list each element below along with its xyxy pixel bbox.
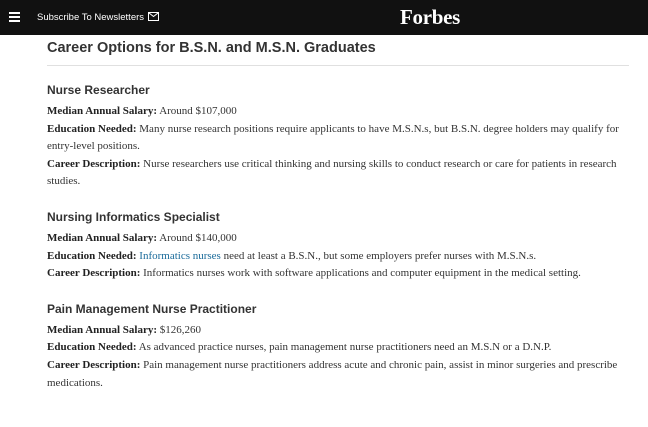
salary-line [47, 322, 629, 340]
job-title: Pain Management Nurse Practitioner [47, 301, 257, 316]
section-title: Career Options for B.S.N. and M.S.N. Graduates [47, 40, 376, 56]
description-line [47, 265, 629, 283]
education-label: Education Needed: [47, 122, 137, 135]
forbes-logo[interactable]: Forbes [400, 5, 461, 29]
top-navigation-bar [0, 0, 648, 35]
description-line [47, 156, 629, 191]
job-nurse-researcher [47, 82, 629, 191]
description-text: Pain management nurse practitioners address acute and chronic pain, assist in minor surgeries and prescribe medications. [47, 358, 618, 389]
salary-value: Around $140,000 [159, 231, 237, 244]
education-label: Education Needed: [47, 341, 137, 354]
job-title: Nurse Researcher [47, 83, 150, 97]
education-line [47, 339, 629, 357]
salary-line [47, 230, 629, 248]
education-text: need at least a B.S.N., but some employers prefer nurses with M.S.N.s. [223, 249, 537, 262]
salary-value: $126,260 [159, 323, 202, 336]
subscribe-newsletters-link[interactable] [37, 11, 159, 25]
salary-value: Around $107,000 [159, 105, 237, 117]
article-body [47, 36, 629, 392]
salary-line [47, 103, 629, 121]
description-label: Career Description: [47, 358, 141, 371]
description-line [47, 357, 629, 392]
job-nursing-informatics-specialist [47, 209, 629, 283]
description-label: Career Description: [47, 157, 141, 170]
description-text: Nurse researchers use critical thinking and nursing skills to conduct research or care for patients in research studies. [47, 157, 617, 188]
education-text: As advanced practice nurses, pain management nurse practitioners need an M.S.N or a D.N.P. [138, 341, 552, 354]
salary-label: Median Annual Salary: [47, 105, 158, 117]
salary-label: Median Annual Salary: [47, 323, 158, 336]
menu-icon[interactable] [9, 12, 20, 22]
mail-icon [148, 12, 159, 21]
education-line [47, 248, 629, 266]
subscribe-label: Subscribe To Newsletters [37, 12, 145, 23]
salary-label: Median Annual Salary: [47, 231, 158, 244]
description-text: Informatics nurses work with software applications and computer equipment in the medical setting. [143, 267, 581, 280]
education-label: Education Needed: [47, 249, 137, 262]
job-title: Nursing Informatics Specialist [47, 209, 220, 224]
informatics-nurses-link[interactable]: Informatics nurses [139, 249, 221, 262]
section-divider [47, 65, 629, 66]
education-text: Many nurse research positions require applicants to have M.S.N.s, but B.S.N. degree holders may qualify for entry-level positions. [47, 122, 619, 153]
job-pain-management-nurse-practitioner [47, 301, 629, 392]
education-line [47, 121, 629, 156]
description-label: Career Description: [47, 267, 141, 280]
